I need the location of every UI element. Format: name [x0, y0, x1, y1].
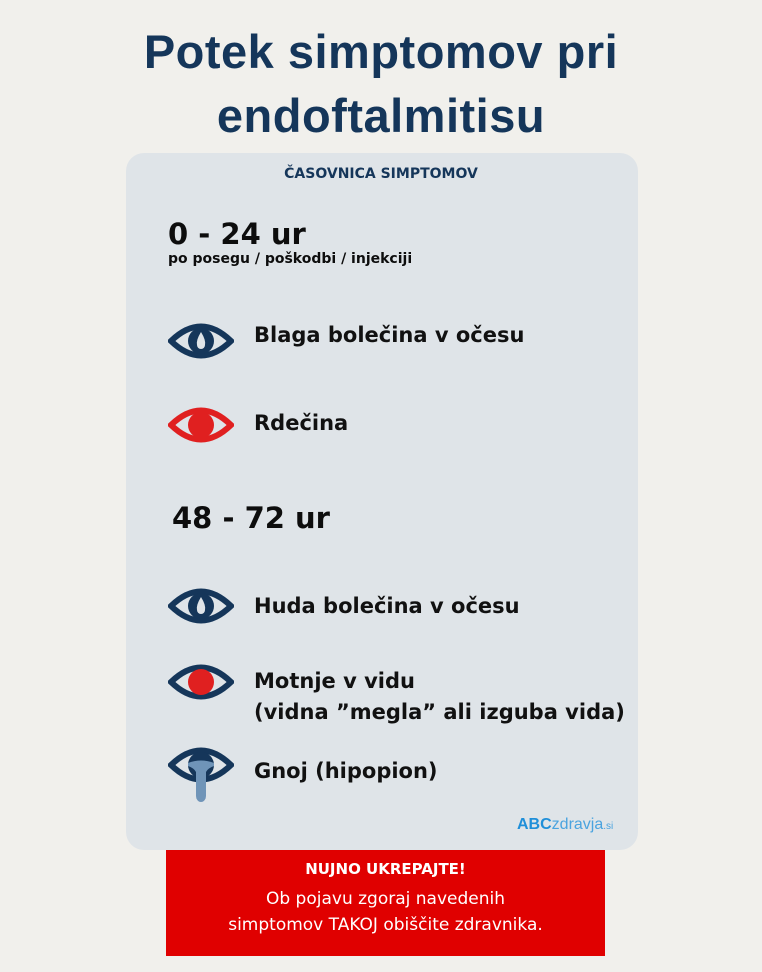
eye-vision-icon [168, 659, 234, 705]
eye-pain-icon [168, 318, 234, 364]
alert-title: NUJNO UKREPAJTE! [305, 860, 466, 878]
alert-text [166, 886, 605, 938]
period-subtitle: po posegu / poškodbi / injekciji [168, 251, 413, 267]
logo-zdravja: zdravja [551, 816, 604, 833]
symptom-vision-line1: Motnje v vidu [254, 669, 415, 693]
page-title-line2: endoftalmitisu [216, 89, 546, 142]
eye-pus-icon [168, 742, 234, 806]
alert-line1: Ob pojavu zgoraj navedenih [265, 889, 506, 909]
abczdravja-logo [517, 816, 613, 834]
card-header: ČASOVNICA SIMPTOMOV [284, 166, 478, 182]
urgent-alert-box [166, 850, 605, 956]
symptom-redness: Rdečina [254, 411, 349, 435]
page-title [0, 20, 762, 148]
logo-abc: ABC [517, 816, 552, 833]
symptom-vision-line2: (vidna ”megla” ali izguba vida) [254, 700, 625, 724]
alert-line2: simptomov TAKOJ obiščite zdravnika. [228, 915, 543, 935]
symptom-vision [254, 666, 625, 728]
period-0-24 [168, 218, 412, 268]
page-title-line1: Potek simptomov pri [143, 25, 619, 78]
period-title: 0 - 24 ur [168, 217, 306, 251]
symptom-pus: Gnoj (hipopion) [254, 759, 438, 783]
symptom-severe-pain: Huda bolečina v očesu [254, 594, 520, 618]
period-title: 48 - 72 ur [172, 501, 330, 535]
logo-si: .si [603, 821, 614, 832]
eye-severe-pain-icon [168, 583, 234, 629]
symptom-mild-pain: Blaga bolečina v očesu [254, 323, 525, 347]
eye-redness-icon [168, 402, 234, 448]
period-48-72 [172, 502, 330, 534]
